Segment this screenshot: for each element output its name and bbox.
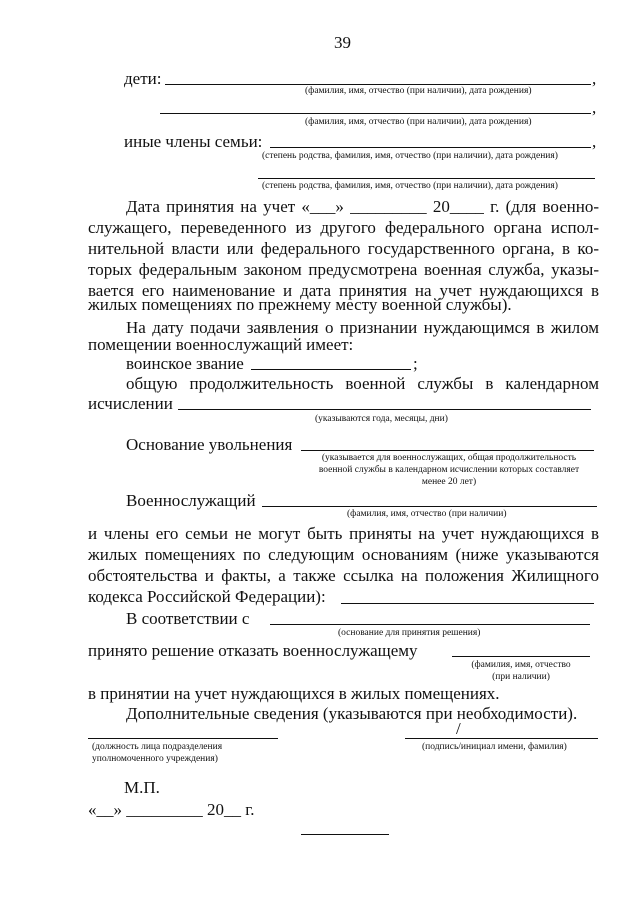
decision-line-2: в принятии на учет нуждающихся в жилых помещениях. bbox=[88, 684, 500, 703]
accordance-label: В соответствии с bbox=[126, 609, 250, 628]
signature-line bbox=[405, 738, 598, 739]
caption: (при наличии) bbox=[492, 672, 550, 682]
serviceman-line bbox=[262, 506, 597, 507]
family-line-2 bbox=[258, 178, 595, 179]
caption: (основание для принятия решения) bbox=[338, 628, 481, 638]
service-length-label: исчислении bbox=[88, 394, 173, 413]
decision-label: принято решение отказать военнослужащему bbox=[88, 641, 418, 660]
caption: военной службы в календарном исчислении которых составляет bbox=[318, 465, 580, 475]
paragraph-line: вается его наименование и дата принятия на учет нуждающихся в bbox=[88, 281, 599, 300]
paragraph-line: кодекса Российской Федерации): bbox=[88, 587, 326, 606]
caption: (фамилия, имя, отчество (при наличии), дата рождения) bbox=[305, 86, 532, 96]
serviceman-label: Военнослужащий bbox=[126, 491, 256, 510]
caption: (степень родства, фамилия, имя, отчество (при наличии), дата рождения) bbox=[262, 151, 558, 161]
semicolon: ; bbox=[413, 354, 418, 373]
paragraph-line: и члены его семьи не могут быть приняты на учет нуждающихся в bbox=[88, 524, 599, 543]
caption: менее 20 лет) bbox=[421, 477, 477, 487]
paragraph-line: Дата принятия на учет «___» _________ 20____ г. (для военно- bbox=[126, 197, 599, 216]
signature-slash: / bbox=[456, 719, 461, 738]
position-line bbox=[88, 738, 278, 739]
comma: , bbox=[592, 132, 597, 151]
refusal-grounds-line bbox=[341, 603, 594, 604]
paragraph-line: помещении военнослужащий имеет: bbox=[88, 335, 354, 354]
stamp-label: М.П. bbox=[124, 778, 160, 797]
family-line-1 bbox=[270, 147, 591, 148]
paragraph-line: На дату подачи заявления о признании нуждающимся в жилом bbox=[126, 318, 599, 337]
dismissal-line bbox=[301, 450, 594, 451]
caption: (подпись/инициал имени, фамилия) bbox=[422, 742, 567, 752]
caption: (фамилия, имя, отчество (при наличии), дата рождения) bbox=[305, 117, 532, 127]
service-length-line-field bbox=[178, 409, 591, 410]
rank-label: воинское звание bbox=[126, 354, 244, 373]
comma: , bbox=[592, 69, 597, 88]
paragraph-line: жилых помещениях по следующим основаниям (ниже указываются bbox=[88, 545, 599, 564]
bottom-rule bbox=[301, 834, 389, 835]
decision-line bbox=[452, 656, 590, 657]
family-label: иные члены семьи: bbox=[124, 132, 263, 151]
caption: (должность лица подразделения bbox=[92, 742, 223, 752]
date-line: «__» _________ 20__ г. bbox=[88, 800, 255, 819]
additional-info: Дополнительные сведения (указываются при необходимости). bbox=[126, 704, 578, 723]
page-number: 39 bbox=[334, 33, 351, 52]
children-label: дети: bbox=[124, 69, 162, 88]
children-line-1 bbox=[165, 84, 591, 85]
service-length-line: общую продолжительность военной службы в календарном bbox=[126, 374, 599, 393]
paragraph-line: торых федеральным законом предусмотрена военная служба, указы- bbox=[88, 260, 599, 279]
caption: (степень родства, фамилия, имя, отчество (при наличии), дата рождения) bbox=[262, 181, 558, 191]
caption: (указывается для военнослужащих, общая продолжительность bbox=[321, 453, 577, 463]
dismissal-label: Основание увольнения bbox=[126, 435, 293, 454]
paragraph-line: жилых помещениях по прежнему месту военной службы). bbox=[88, 295, 512, 314]
caption: (фамилия, имя, отчество (при наличии) bbox=[347, 509, 507, 519]
caption: (указываются года, месяцы, дни) bbox=[315, 414, 448, 424]
caption: (фамилия, имя, отчество bbox=[471, 660, 571, 670]
paragraph-line: нительной власти или федерального государственного органа, в ко- bbox=[88, 239, 599, 258]
caption: уполномоченного учреждения) bbox=[92, 754, 218, 764]
accordance-line bbox=[270, 624, 590, 625]
comma: , bbox=[592, 98, 597, 117]
paragraph-line: служащего, переведенного из другого федерального органа испол- bbox=[88, 218, 599, 237]
rank-line bbox=[251, 369, 411, 370]
children-line-2 bbox=[160, 113, 591, 114]
paragraph-line: обстоятельства и факты, а также ссылка на положения Жилищного bbox=[88, 566, 599, 585]
